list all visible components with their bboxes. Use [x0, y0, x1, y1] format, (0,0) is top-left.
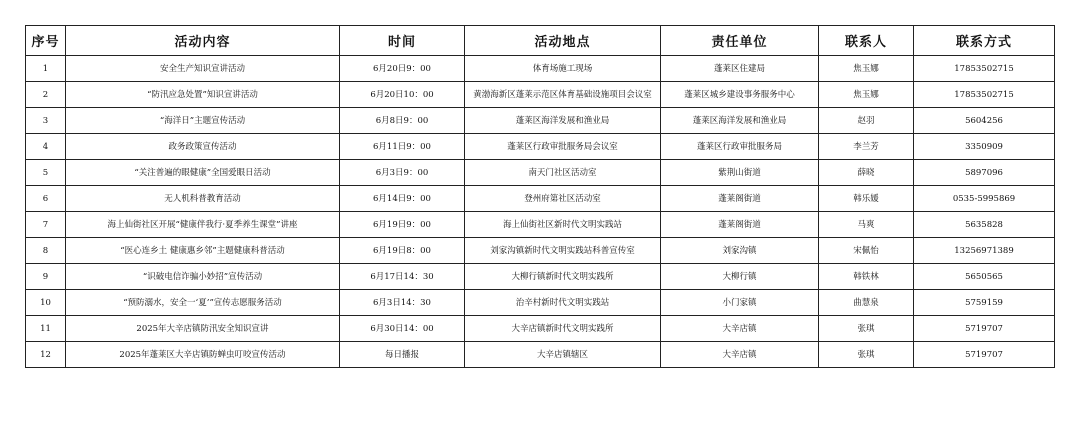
cell-contact: 马爽 [819, 212, 914, 238]
cell-location: 黄渤海新区蓬莱示范区体育基础设施项目会议室 [465, 82, 661, 108]
header-activity: 活动内容 [66, 26, 340, 56]
header-index: 序号 [26, 26, 66, 56]
cell-unit: 蓬莱区住建局 [661, 56, 819, 82]
cell-location: 治辛村新时代文明实践站 [465, 290, 661, 316]
cell-index: 10 [26, 290, 66, 316]
cell-time: 每日播报 [340, 342, 465, 368]
cell-contact: 张琪 [819, 316, 914, 342]
cell-index: 5 [26, 160, 66, 186]
cell-time: 6月19日9：00 [340, 212, 465, 238]
cell-location: 大柳行镇新时代文明实践所 [465, 264, 661, 290]
cell-activity: “识破电信诈骗小妙招”宣传活动 [66, 264, 340, 290]
header-contact: 联系人 [819, 26, 914, 56]
cell-index: 3 [26, 108, 66, 134]
cell-time: 6月14日9：00 [340, 186, 465, 212]
cell-activity: “预防溺水，安全一‘夏’”宣传志愿服务活动 [66, 290, 340, 316]
cell-location: 登州府第社区活动室 [465, 186, 661, 212]
cell-activity: 2025年大辛店镇防汛安全知识宣讲 [66, 316, 340, 342]
cell-index: 12 [26, 342, 66, 368]
cell-phone: 17853502715 [914, 82, 1055, 108]
cell-time: 6月30日14：00 [340, 316, 465, 342]
cell-contact: 韩乐媛 [819, 186, 914, 212]
cell-location: 蓬莱区海洋发展和渔业局 [465, 108, 661, 134]
cell-location: 海上仙街社区新时代文明实践站 [465, 212, 661, 238]
cell-phone: 5719707 [914, 342, 1055, 368]
cell-index: 7 [26, 212, 66, 238]
cell-phone: 5604256 [914, 108, 1055, 134]
cell-activity: 海上仙街社区开展“健康伴我行·夏季养生课堂”讲座 [66, 212, 340, 238]
cell-location: 大辛店镇新时代文明实践所 [465, 316, 661, 342]
table-row [26, 316, 1055, 342]
cell-contact: 张琪 [819, 342, 914, 368]
cell-contact: 韩铁林 [819, 264, 914, 290]
cell-phone: 5650565 [914, 264, 1055, 290]
cell-unit: 刘家沟镇 [661, 238, 819, 264]
cell-phone: 17853502715 [914, 56, 1055, 82]
cell-activity: “防汛应急处置”知识宣讲活动 [66, 82, 340, 108]
cell-location: 体育场施工现场 [465, 56, 661, 82]
cell-unit: 蓬莱区海洋发展和渔业局 [661, 108, 819, 134]
table-row [26, 108, 1055, 134]
cell-time: 6月20日9：00 [340, 56, 465, 82]
cell-activity: “医心连乡土 健康惠乡邻”主题健康科普活动 [66, 238, 340, 264]
header-time: 时间 [340, 26, 465, 56]
cell-unit: 大辛店镇 [661, 342, 819, 368]
cell-contact: 赵羽 [819, 108, 914, 134]
cell-phone: 5635828 [914, 212, 1055, 238]
cell-unit: 蓬莱区行政审批服务局 [661, 134, 819, 160]
cell-activity: “海洋日”主题宣传活动 [66, 108, 340, 134]
cell-time: 6月8日9：00 [340, 108, 465, 134]
table-row [26, 56, 1055, 82]
cell-phone: 5897096 [914, 160, 1055, 186]
table-row [26, 186, 1055, 212]
cell-time: 6月11日9：00 [340, 134, 465, 160]
cell-index: 4 [26, 134, 66, 160]
cell-unit: 紫荆山街道 [661, 160, 819, 186]
cell-unit: 大辛店镇 [661, 316, 819, 342]
table-row [26, 212, 1055, 238]
header-phone: 联系方式 [914, 26, 1055, 56]
table-row [26, 160, 1055, 186]
table-row [26, 134, 1055, 160]
cell-location: 南天门社区活动室 [465, 160, 661, 186]
table-row [26, 290, 1055, 316]
cell-activity: 2025年蓬莱区大辛店镇防蝉虫叮咬宣传活动 [66, 342, 340, 368]
cell-contact: 焦玉娜 [819, 56, 914, 82]
cell-phone: 3350909 [914, 134, 1055, 160]
table-body [26, 56, 1055, 368]
table-header-row [26, 26, 1055, 56]
cell-location: 刘家沟镇新时代文明实践站科普宣传室 [465, 238, 661, 264]
cell-time: 6月19日8：00 [340, 238, 465, 264]
cell-location: 大辛店镇辖区 [465, 342, 661, 368]
table-row [26, 238, 1055, 264]
cell-unit: 蓬莱阁街道 [661, 186, 819, 212]
cell-index: 11 [26, 316, 66, 342]
cell-phone: 0535-5995869 [914, 186, 1055, 212]
table-row [26, 82, 1055, 108]
header-location: 活动地点 [465, 26, 661, 56]
table-row [26, 342, 1055, 368]
cell-activity: 无人机科普教育活动 [66, 186, 340, 212]
cell-contact: 焦玉娜 [819, 82, 914, 108]
cell-phone: 5759159 [914, 290, 1055, 316]
cell-time: 6月3日14：30 [340, 290, 465, 316]
cell-phone: 13256971389 [914, 238, 1055, 264]
activity-table [25, 25, 1055, 368]
table-row [26, 264, 1055, 290]
cell-contact: 曲慧泉 [819, 290, 914, 316]
cell-time: 6月20日10：00 [340, 82, 465, 108]
cell-phone: 5719707 [914, 316, 1055, 342]
cell-contact: 宋佩怡 [819, 238, 914, 264]
activity-table-container [25, 25, 1054, 368]
header-unit: 责任单位 [661, 26, 819, 56]
cell-contact: 李兰芳 [819, 134, 914, 160]
cell-time: 6月17日14：30 [340, 264, 465, 290]
cell-index: 8 [26, 238, 66, 264]
cell-unit: 蓬莱阁街道 [661, 212, 819, 238]
cell-index: 1 [26, 56, 66, 82]
cell-activity: 安全生产知识宣讲活动 [66, 56, 340, 82]
cell-index: 6 [26, 186, 66, 212]
cell-index: 9 [26, 264, 66, 290]
cell-unit: 大柳行镇 [661, 264, 819, 290]
cell-location: 蓬莱区行政审批服务局会议室 [465, 134, 661, 160]
cell-index: 2 [26, 82, 66, 108]
cell-time: 6月3日9：00 [340, 160, 465, 186]
cell-unit: 小门家镇 [661, 290, 819, 316]
cell-activity: “关注普遍的眼健康”全国爱眼日活动 [66, 160, 340, 186]
cell-unit: 蓬莱区城乡建设事务服务中心 [661, 82, 819, 108]
cell-activity: 政务政策宣传活动 [66, 134, 340, 160]
cell-contact: 薛晓 [819, 160, 914, 186]
